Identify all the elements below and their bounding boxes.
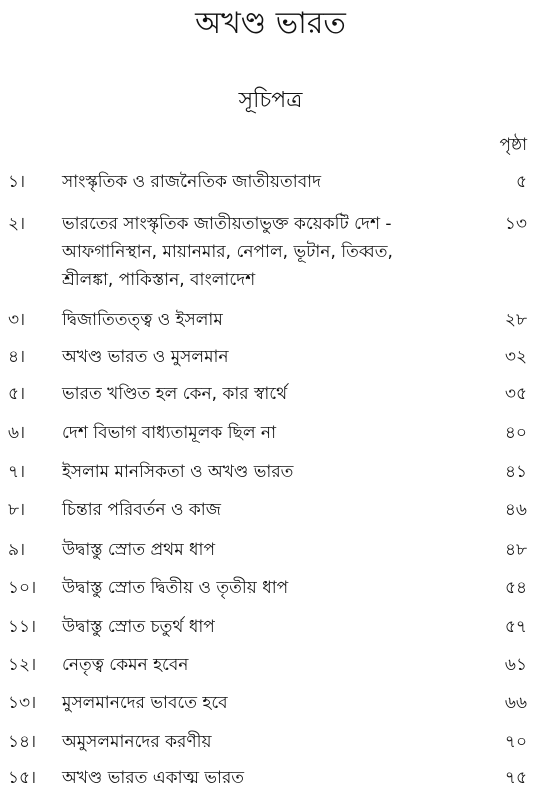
entry-number: ৫।	[8, 384, 26, 404]
entry-title: অখণ্ড ভারত একাত্ম ভারত	[62, 768, 245, 788]
entry-title: উদ্বাস্তু স্রোত চতুর্থ ধাপ	[62, 617, 215, 637]
entry-page: ৪৮	[504, 540, 527, 560]
entry-number: ৮।	[8, 500, 26, 520]
entry-page: ৫৭	[504, 617, 527, 637]
entry-page: ৪৬	[504, 500, 527, 520]
entry-number: ১৫।	[8, 768, 37, 788]
entry-page: ৪১	[504, 462, 527, 482]
entry-title: ভারত খণ্ডিত হল কেন, কার স্বার্থে	[62, 384, 288, 404]
entry-title: দেশ বিভাগ বাধ্যতামূলক ছিল না	[62, 423, 277, 443]
entry-number: ১০।	[8, 578, 37, 598]
entry-title: সাংস্কৃতিক ও রাজনৈতিক জাতীয়তাবাদ	[62, 172, 322, 192]
entry-title: উদ্বাস্তু স্রোত প্রথম ধাপ	[62, 540, 216, 560]
entry-number: ১১।	[8, 617, 37, 637]
entry-page: ৫	[515, 172, 527, 192]
entry-page: ৩২	[504, 347, 527, 367]
entry-title: চিন্তার পরিবর্তন ও কাজ	[62, 500, 221, 520]
entry-title: ইসলাম মানসিকতা ও অখণ্ড ভারত	[62, 462, 294, 482]
entry-page: ৬১	[504, 655, 527, 675]
entry-number: ৩।	[8, 310, 26, 330]
entry-title: ভারতের সাংস্কৃতিক জাতীয়তাভুক্ত কয়েকটি দেশ - আফগানিস্থান, মায়ানমার, নেপাল, ভূটান, তিব্বত, শ্রীলঙ্কা, পাকিস্তান, বাংলাদেশ	[62, 214, 393, 290]
entry-page: ৩৫	[504, 384, 527, 404]
entry-title: দ্বিজাতিতত্ত্ব ও ইসলাম	[62, 310, 223, 330]
entry-number: ৭।	[8, 462, 26, 482]
entry-title: মুসলমানদের ভাবতে হবে	[62, 693, 228, 713]
entry-page: ১৩	[504, 214, 527, 234]
entry-page: ২৮	[504, 310, 527, 330]
entry-page: ৭০	[504, 732, 527, 752]
entry-number: ৯।	[8, 540, 26, 560]
entry-number: ২।	[8, 214, 26, 234]
entry-title: নেতৃত্ব কেমন হবেন	[62, 655, 189, 675]
entry-title: অখণ্ড ভারত ও মুসলমান	[62, 347, 229, 367]
entry-number: ৪।	[8, 347, 26, 367]
entry-number: ১২।	[8, 655, 37, 675]
entry-number: ৬।	[8, 423, 26, 443]
entry-number: ১৪।	[8, 732, 37, 752]
entry-page: ৪০	[504, 423, 527, 443]
entry-page: ৫৪	[504, 578, 527, 598]
entry-page: ৭৫	[504, 768, 527, 788]
toc-heading: সূচিপত্র	[238, 88, 303, 113]
entry-number: ১৩।	[8, 693, 37, 713]
page-column-label: পৃষ্ঠা	[499, 135, 527, 155]
entry-title: উদ্বাস্তু স্রোত দ্বিতীয় ও তৃতীয় ধাপ	[62, 578, 289, 598]
entry-page: ৬৬	[504, 693, 527, 713]
book-title: অখণ্ড ভারত	[195, 6, 346, 41]
entry-title: অমুসলমানদের করণীয়	[62, 732, 212, 752]
entry-number: ১।	[8, 172, 26, 192]
